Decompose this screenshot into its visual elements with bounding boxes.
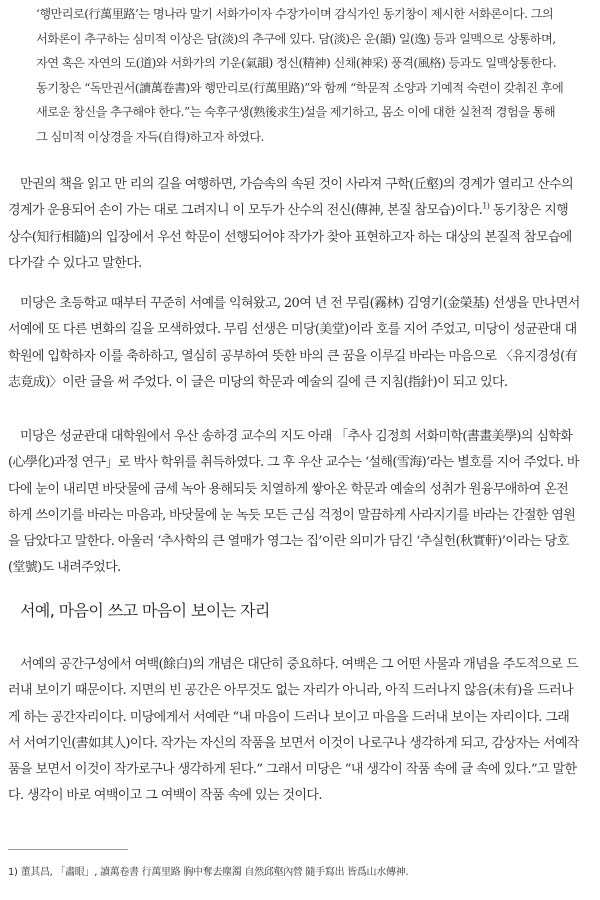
footnote-reference[interactable]: 1) — [482, 201, 490, 211]
paragraph-4 — [8, 652, 592, 810]
quote-line: 자연 혹은 자연의 도(道)와 서화가의 기운(氣韻) 정신(精神) 신채(神采) 풍격(風格) 등과도 일맥상통한다. — [36, 56, 557, 70]
paragraph-line: 을 담았다고 말한다. 아울러 ‘추사학의 큰 열매가 영그는 집’이란 의미가 담긴 ‘추실헌(秋實軒)’이라는 당호 — [8, 534, 569, 550]
paragraph-line: (心學化)과정 연구」로 박사 학위를 취득하였다. 그 후 우산 교수는 ‘설해(雪海)’라는 별호를 지어 주었다. 바 — [8, 455, 579, 471]
paragraph-line: 서예에 또 다른 변화의 길을 모색하였다. 무림 선생은 미당(美堂)이라 호를 지어 주었고, 미당이 성균관대 대 — [8, 322, 577, 338]
quote-line: 서화론이 추구하는 심미적 이상은 담(淡)의 추구에 있다. 담(淡)은 운(韻) 일(逸) 등과 일맥으로 상통하며, — [36, 31, 556, 46]
footnote-divider — [8, 849, 128, 850]
paragraph-line: 志竟成)〉이란 글을 써 주었다. 이 글은 미당의 학문과 예술의 길에 큰 지침(指針)이 되고 있다. — [8, 374, 508, 390]
quote-line: 새로운 창신을 추구해야 한다.”는 숙후구생(熟後求生)설을 제기하고, 몸소 이에 대한 실천적 경험을 통해 — [36, 105, 556, 119]
paragraph-line: 다에 눈이 내리면 바닷물에 금세 녹아 용해되듯 치열하게 쌓아온 학문과 예술의 성취가 원융무애하여 온전 — [8, 481, 569, 497]
paragraph-line: 서예의 공간구성에서 여백(餘白)의 개념은 대단히 중요하다. 여백은 그 어떤 사물과 개념을 주도적으로 드 — [20, 657, 578, 672]
paragraph-3 — [8, 424, 592, 582]
section-heading: 서예, 마음이 쓰고 마음이 보이는 자리 — [20, 601, 270, 620]
paragraph-line: 하게 쓰이기를 바라는 마음과, 바닷물에 눈 녹듯 모든 근심 걱정이 말끔하게 사라지기를 바라는 간절한 염원 — [8, 507, 576, 523]
quote-line: 그 심미적 이상경을 자득(自得)하고자 하였다. — [36, 129, 264, 144]
paragraph-2 — [8, 291, 592, 396]
paragraph-line: 게 하는 공간자리이다. 미당에게서 서예란 “내 마음이 드러나 보이고 마음을 드러내 보이는 자리이다. 그래 — [8, 709, 570, 725]
paragraph-line: 학원에 입학하자 이를 축하하고, 열심히 공부하여 뜻한 바의 큰 꿈을 이루길 바라는 마음으로 〈유지경성(有 — [8, 348, 578, 364]
quote-line: ‘행만리로(行萬里路’는 명나라 말기 서화가이자 수장가이며 감식가인 동기창이 제시한 서화론이다. 그의 — [36, 7, 554, 21]
paragraph-line: 다가갈 수 있다고 말한다. — [8, 255, 142, 271]
paragraph-line: 다. 생각이 바로 여백이고 그 여백이 작품 속에 있는 것이다. — [8, 788, 322, 804]
indented-quote-block — [36, 2, 566, 149]
paragraph-1 — [8, 172, 592, 277]
paragraph-line: 미당은 초등학교 때부터 꾸준히 서예를 익혀왔고, 20여 년 전 무림(霧林) 김영기(金榮基) 선생을 만나면서 — [20, 296, 580, 311]
paragraph-text: 경계가 운용되어 손이 가는 대로 그려지니 이 모두가 산수의 전신(傳神, 본질 참모습)이다. — [8, 203, 483, 219]
paragraph-line: 만권의 책을 읽고 만 리의 길을 여행하면, 가슴속의 속된 것이 사라져 구학(丘壑)의 경계가 열리고 산수의 — [20, 177, 574, 192]
paragraph-line: 서 서여기인(書如其人)이다. 작가는 자신의 작품을 보면서 이것이 나로구나 생각하게 되고, 감상자는 서예작 — [8, 735, 579, 751]
quote-line: 동기창은 “독만권서(讀萬卷書)와 행만리로(行萬里路)”와 함께 “학문적 소양과 기예적 숙련이 갖춰진 후에 — [36, 80, 564, 95]
paragraph-line — [8, 198, 592, 224]
footnote: 1) 董其昌, 「畵眼」, 讀萬卷書 行萬里路 胸中奪去塵濁 自然邱壑內營 隨手寫出 皆爲山水傳神. — [8, 867, 409, 878]
paragraph-line: (堂號)도 내려주었다. — [8, 560, 121, 576]
paragraph-text: 동기창은 지행 — [489, 203, 569, 219]
paragraph-line: 상수(知行相隨)의 입장에서 우선 학문이 선행되어야 작가가 찾아 표현하고자 하는 대상의 본질적 참모습에 — [8, 229, 572, 245]
paragraph-line: 품을 보면서 이것이 작가로구나 생각하게 된다.” 그래서 미당은 “내 생각이 작품 속에 글 속에 있다.”고 말한 — [8, 762, 577, 778]
paragraph-line: 러내 보이기 때문이다. 지면의 빈 공간은 아무것도 없는 자리가 아니라, 아직 드러나지 않음(未有)을 드러나 — [8, 683, 574, 699]
paragraph-line: 미당은 성균관대 대학원에서 우산 송하경 교수의 지도 아래 「추사 김정희 서화미학(書畫美學)의 심학화 — [20, 429, 573, 444]
